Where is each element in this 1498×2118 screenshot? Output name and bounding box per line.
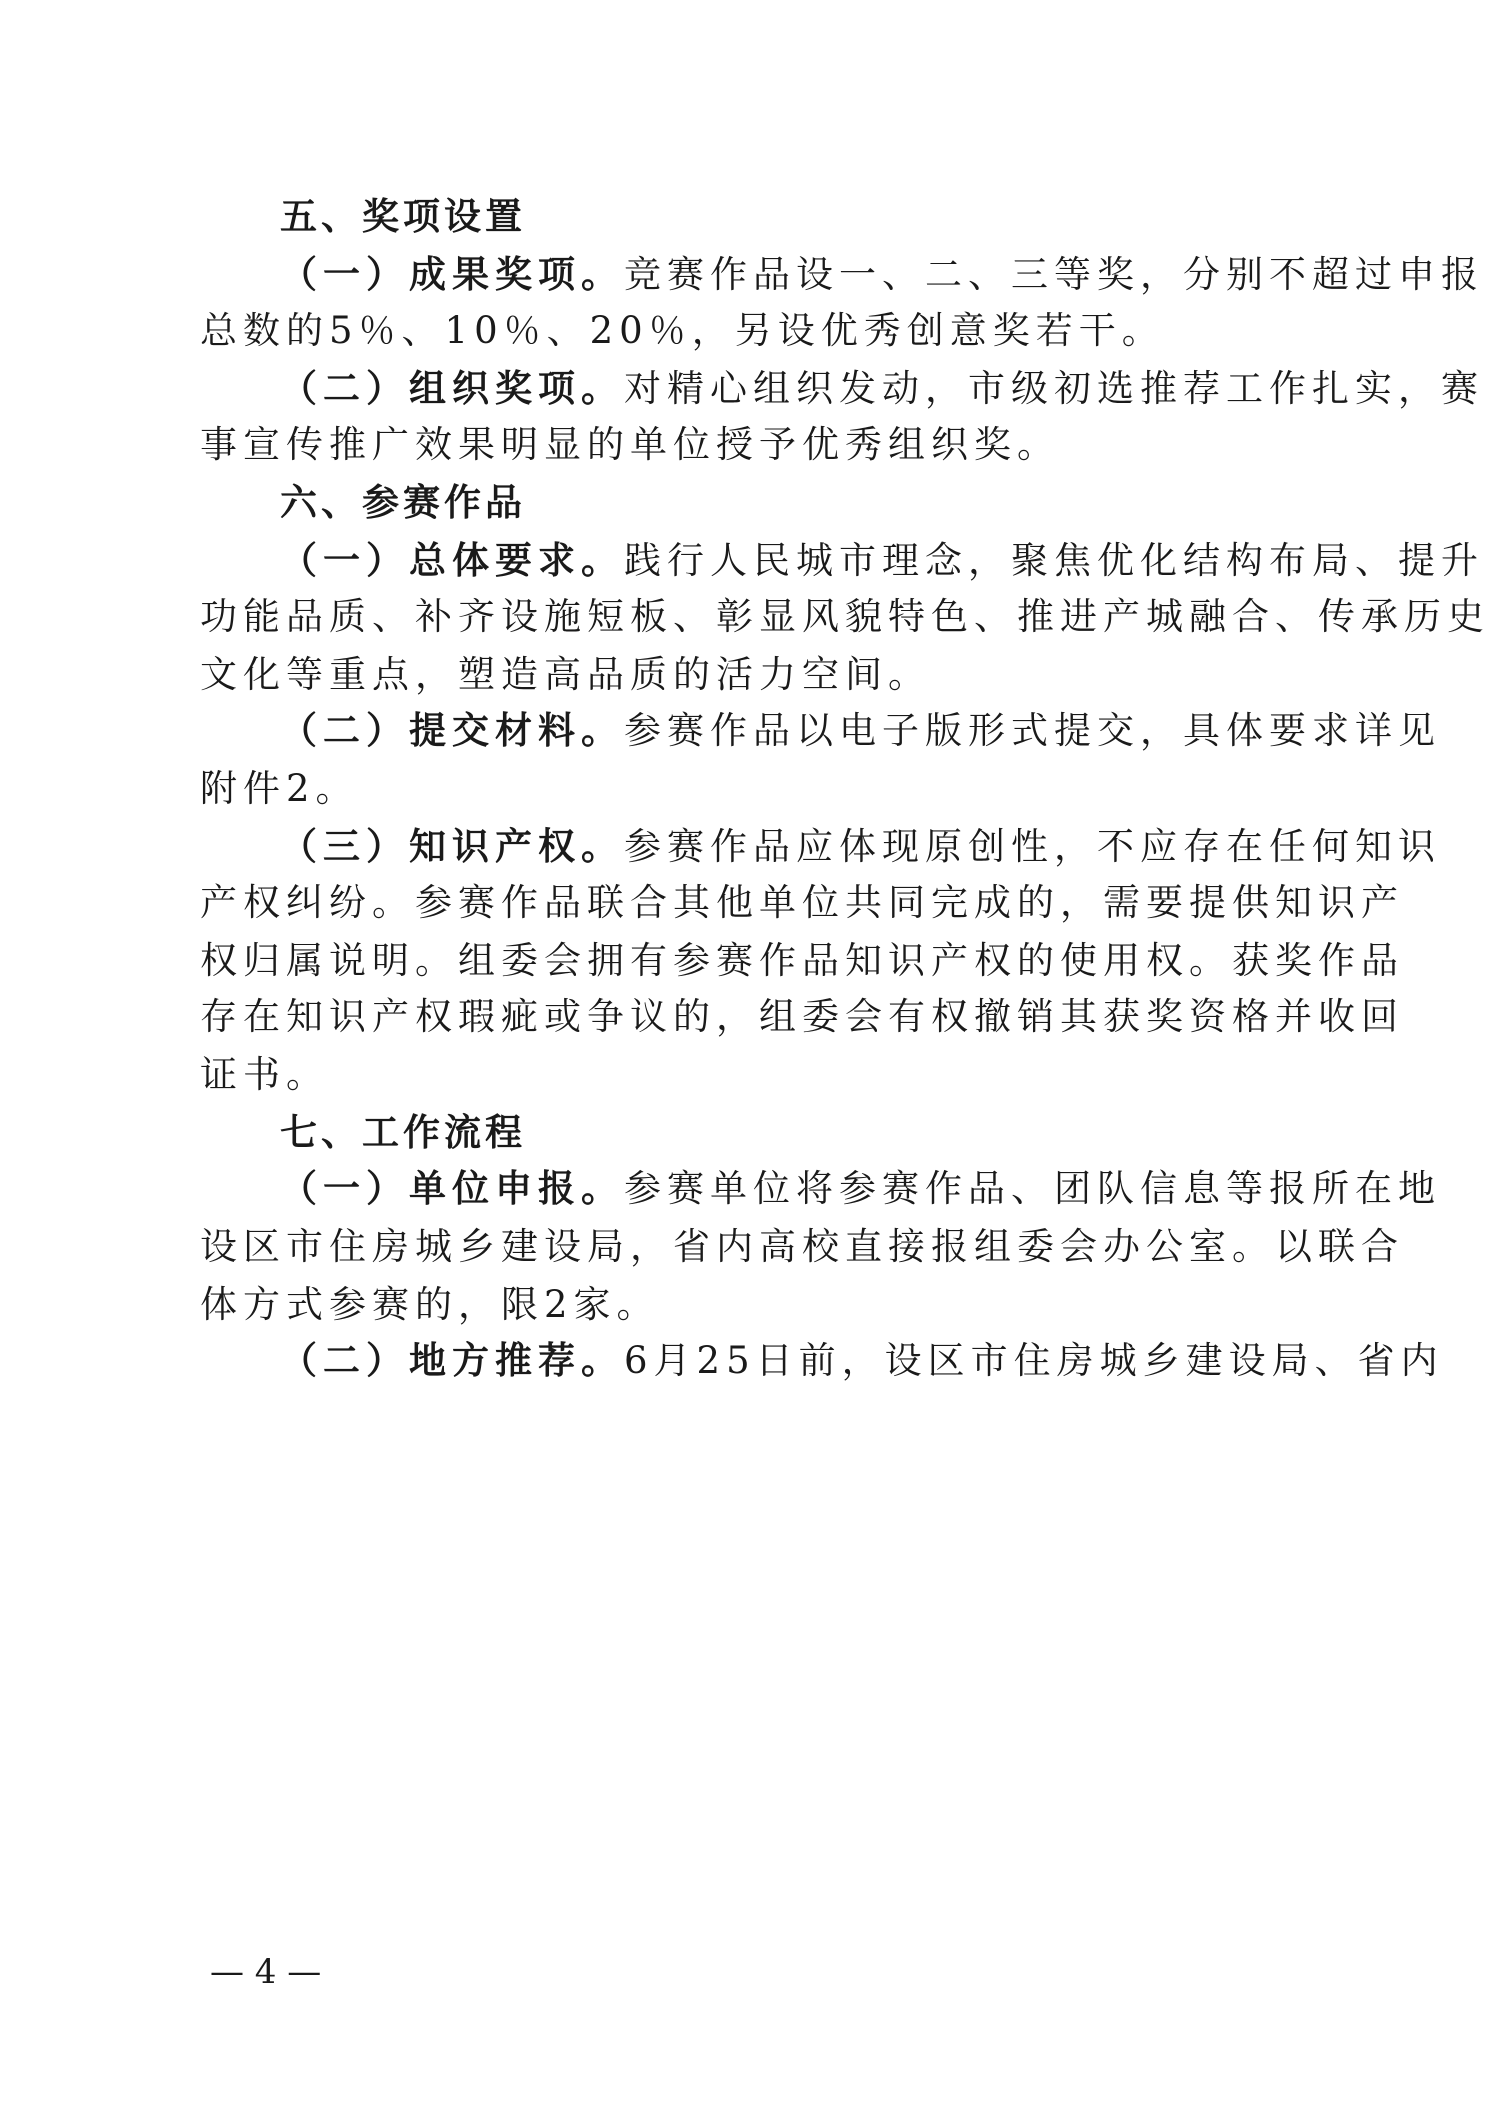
section-6-paragraph-3-line-2: 产权纠纷。参赛作品联合其他单位共同完成的，需要提供知识产 [200,881,1404,924]
section-5-paragraph-2-line-2: 事宣传推广效果明显的单位授予优秀组织奖。 [200,423,1060,466]
section-6-paragraph-3-text: 参赛作品应体现原创性，不应存在任何知识 [624,825,1441,868]
section-6-paragraph-3-line-1 [280,822,1441,872]
section-7-paragraph-2-lead: （二）地方推荐。 [280,1339,624,1382]
section-5-paragraph-2-lead: （二）组织奖项。 [280,367,624,410]
section-6-paragraph-1-line-2: 功能品质、补齐设施短板、彰显风貌特色、推进产城融合、传承历史 [200,595,1490,638]
section-6-heading: 六、参赛作品 [280,481,526,524]
section-7-paragraph-1-line-2: 设区市住房城乡建设局，省内高校直接报组委会办公室。以联合 [200,1225,1404,1268]
section-5-paragraph-2-text: 对精心组织发动，市级初选推荐工作扎实，赛 [624,367,1484,410]
section-6-paragraph-1-lead: （一）总体要求。 [280,539,624,582]
section-5-heading: 五、奖项设置 [280,195,526,238]
section-5-paragraph-1-lead: （一）成果奖项。 [280,253,624,296]
section-6-paragraph-3-lead: （三）知识产权。 [280,825,624,868]
section-7-paragraph-2-line-1 [280,1336,1444,1386]
section-7-paragraph-1-text: 参赛单位将参赛作品、团队信息等报所在地 [624,1167,1441,1210]
section-6-paragraph-2-line-1 [280,706,1441,756]
section-6-paragraph-3-line-3: 权归属说明。组委会拥有参赛作品知识产权的使用权。获奖作品 [200,939,1404,982]
page-number: — 4 — [210,1952,322,1992]
section-6-paragraph-2-lead: （二）提交材料。 [280,709,624,752]
section-5-paragraph-2-line-1 [280,364,1484,414]
section-6-paragraph-3-line-4: 存在知识产权瑕疵或争议的，组委会有权撤销其获奖资格并收回 [200,995,1404,1038]
section-5-paragraph-1-line-2: 总数的5％、10％、20％，另设优秀创意奖若干。 [200,309,1165,352]
section-7-paragraph-1-line-1 [280,1164,1441,1214]
section-6-paragraph-2-line-2: 附件2。 [200,767,359,810]
section-6-paragraph-1-text: 践行人民城市理念，聚焦优化结构布局、提升 [624,539,1484,582]
section-7-paragraph-2-text: 6月25日前，设区市住房城乡建设局、省内 [624,1339,1444,1382]
section-6-paragraph-2-text: 参赛作品以电子版形式提交，具体要求详见 [624,709,1441,752]
section-6-paragraph-3-line-5: 证书。 [200,1053,329,1096]
section-5-paragraph-1-text: 竞赛作品设一、二、三等奖，分别不超过申报 [624,253,1484,296]
section-5-paragraph-1-line-1 [280,250,1484,300]
section-7-paragraph-1-line-3: 体方式参赛的，限2家。 [200,1283,660,1326]
section-6-paragraph-1-line-3: 文化等重点，塑造高品质的活力空间。 [200,653,931,696]
section-7-paragraph-1-lead: （一）单位申报。 [280,1167,624,1210]
section-6-paragraph-1-line-1 [280,536,1484,586]
section-7-heading: 七、工作流程 [280,1111,526,1154]
